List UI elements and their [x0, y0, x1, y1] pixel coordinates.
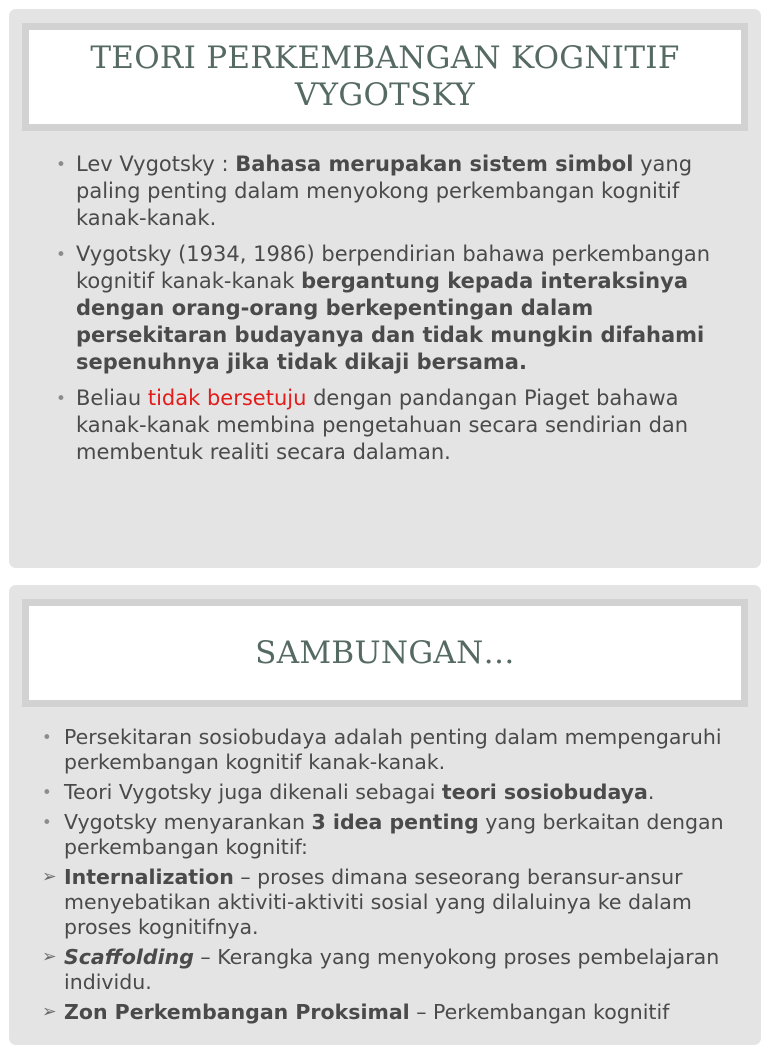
- bullet-text: yang paling penting dalam menyokong perkembangan kognitif kanak-kanak.: [76, 152, 693, 230]
- bullet-text: Persekitaran sosiobudaya adalah penting dalam mempengaruhi perkembangan kognitif kanak-kanak.: [64, 725, 722, 774]
- slide-title: SAMBUNGAN…: [255, 634, 515, 671]
- sub-bullet-item: [42, 1000, 747, 1025]
- bullet-text: Vygotsky (1934, 1986) berpendirian bahawa perkembangan kognitif kanak-kanak: [76, 242, 711, 293]
- bullet-item: [56, 151, 736, 232]
- bullet-item: [42, 780, 747, 805]
- bullet-bold-italic-text: Scaffolding: [64, 945, 194, 969]
- bullet-text: Beliau: [76, 386, 148, 410]
- bullet-bold-text: Internalization: [64, 865, 234, 889]
- bullet-text: dengan pandangan Piaget bahawa kanak-kanak membina pengetahuan secara sendirian dan membentuk realiti secara dalaman.: [76, 386, 689, 464]
- bullet-item: [42, 810, 747, 860]
- sub-bullet-item: [42, 865, 747, 940]
- bullet-bold-text: teori sosiobudaya: [441, 780, 648, 804]
- bullet-text: – Kerangka yang menyokong proses pembelajaran individu.: [64, 945, 720, 994]
- bullet-bold-text: Zon Perkembangan Proksimal: [64, 1000, 410, 1024]
- bullet-text: – Perkembangan kognitif: [409, 1000, 670, 1024]
- slide-title-box: [22, 599, 748, 707]
- arrow-bullet-icon: ➢: [42, 1002, 57, 1022]
- bullet-text: Teori Vygotsky juga dikenali sebagai: [64, 780, 442, 804]
- bullet-bold-text: bergantung kepada interaksinya dengan orang-orang berkepentingan dalam persekitaran budayanya dan tidak mungkin difahami sepenuhnya jika tidak dikaji bersama.: [76, 269, 705, 374]
- bullet-text: Vygotsky menyarankan: [64, 810, 312, 834]
- arrow-bullet-icon: ➢: [42, 867, 57, 887]
- bullet-text: yang berkaitan dengan perkembangan kognitif:: [64, 810, 724, 859]
- bullet-item: [56, 241, 736, 376]
- bullet-item: [42, 725, 747, 775]
- bullet-bold-text: 3 idea penting: [311, 810, 479, 834]
- bullet-highlight-text: tidak bersetuju: [147, 386, 307, 410]
- slide-vygotsky-theory: [9, 9, 761, 568]
- bullet-text: – proses dimana seseorang beransur-ansur menyebatikan aktiviti-aktiviti sosial yang dilaluinya ke dalam proses kognitifnya.: [64, 865, 692, 939]
- arrow-bullet-icon: ➢: [42, 947, 57, 967]
- bullet-bold-text: Bahasa merupakan sistem simbol: [235, 152, 634, 176]
- slide-sambungan: [9, 585, 761, 1045]
- slide-title-line-1: TEORI PERKEMBANGAN KOGNITIF: [90, 40, 680, 76]
- bullet-text: Lev Vygotsky :: [76, 152, 236, 176]
- sub-bullet-item: [42, 945, 747, 995]
- slide-title-line-2: VYGOTSKY: [294, 77, 476, 113]
- bullet-list: [56, 151, 736, 475]
- slide-title-box: [22, 23, 748, 131]
- bullet-list: [42, 725, 747, 1030]
- slide-title: [90, 40, 679, 114]
- bullet-item: [56, 385, 736, 466]
- bullet-text: .: [647, 780, 655, 804]
